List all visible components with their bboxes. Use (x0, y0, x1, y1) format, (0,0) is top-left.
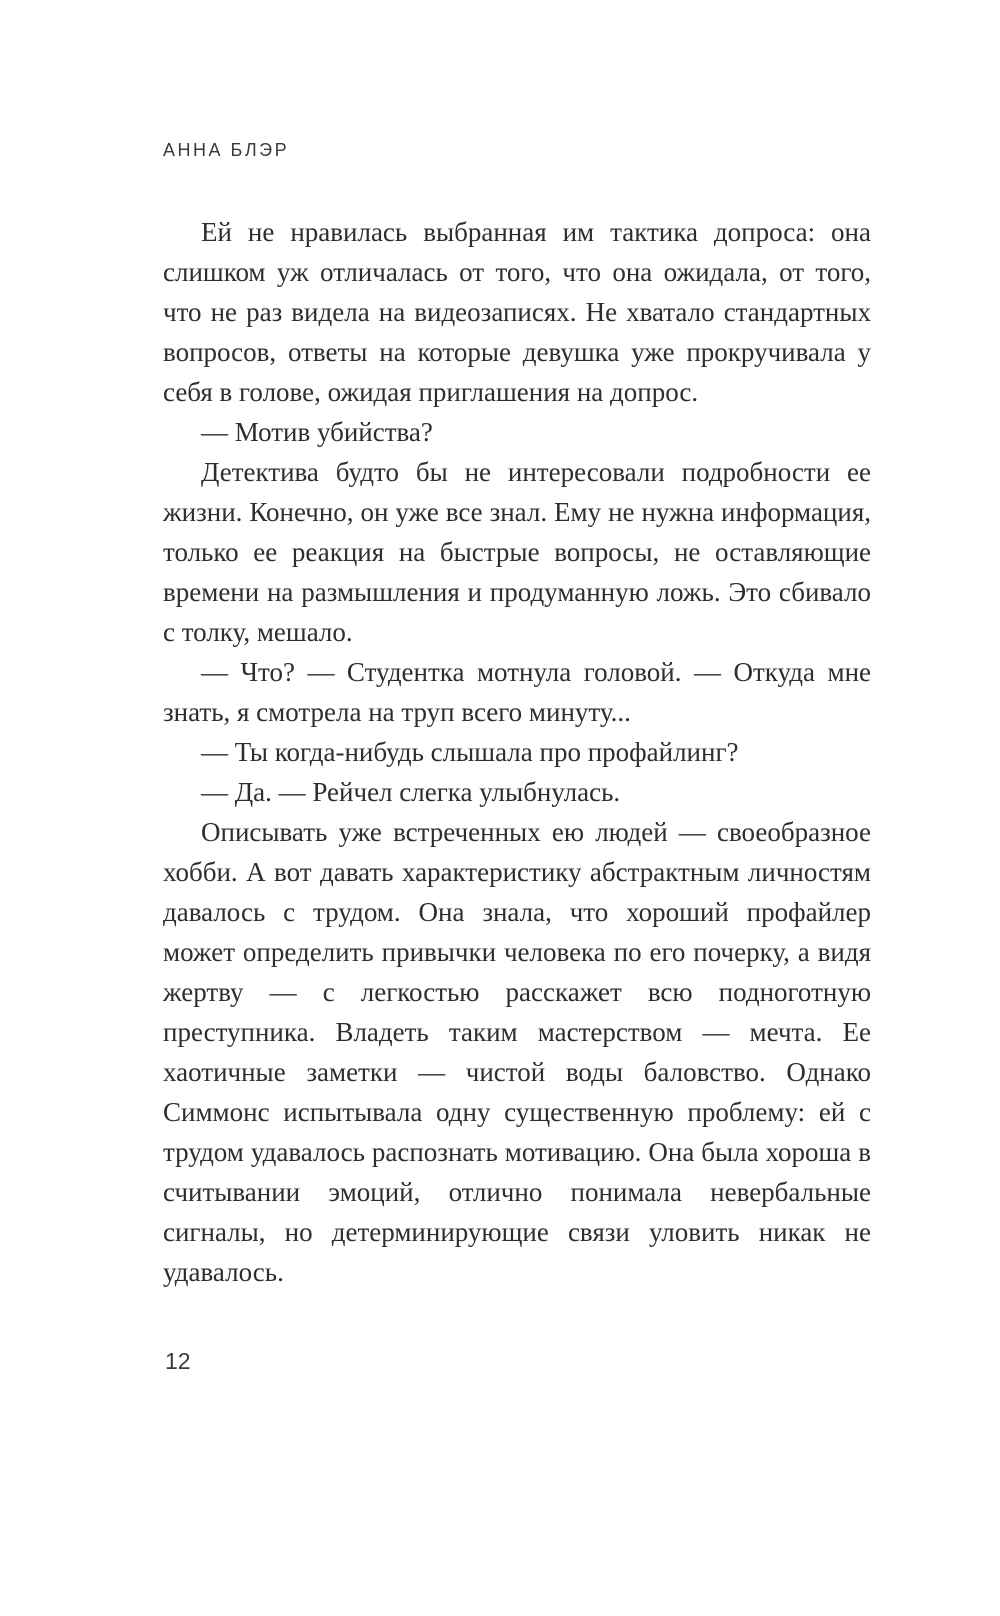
running-header-author: АННА БЛЭР (163, 140, 290, 160)
paragraph: Детектива будто бы не интересовали подробности ее жизни. Конечно, он уже все знал. Ему не нужна информация, только ее реакция на быстрые вопросы, не оставляющие времени на размышления и продуманную ложь. Это сбивало с толку, мешало. (163, 457, 871, 647)
paragraph-dialogue: — Мотив убийства? (201, 417, 433, 447)
body-text-block (163, 212, 871, 1292)
paragraph-dialogue: — Что? — Студентка мотнула головой. — Откуда мне знать, я смотрела на труп всего минуту... (163, 657, 871, 727)
paragraph: Ей не нравилась выбранная им тактика допроса: она слишком уж отличалась от того, что она ожидала, от того, что не раз видела на видеозаписях. Не хватало стандартных вопросов, ответы на которые девушка уже прокручивала у себя в голове, ожидая приглашения на допрос. (163, 217, 871, 407)
paragraph: Описывать уже встреченных ею людей — своеобразное хобби. А вот давать характеристику абстрактным личностям давалось с трудом. Она знала, что хороший профайлер может определить привычки человека по его почерку, а видя жертву — с легкостью расскажет всю подноготную преступника. Владеть таким мастерством — мечта. Ее хаотичные заметки — чистой воды баловство. Однако Симмонс испытывала одну существенную проблему: ей с трудом удавалось распознать мотивацию. Она была хороша в считывании эмоций, отлично понимала невербальные сигналы, но детерминирующие связи уловить никак не удавалось. (163, 817, 871, 1287)
page-number: 12 (165, 1348, 191, 1374)
paragraph-dialogue: — Да. — Рейчел слегка улыбнулась. (201, 777, 621, 807)
paragraph-dialogue: — Ты когда-нибудь слышала про профайлинг? (201, 737, 739, 767)
